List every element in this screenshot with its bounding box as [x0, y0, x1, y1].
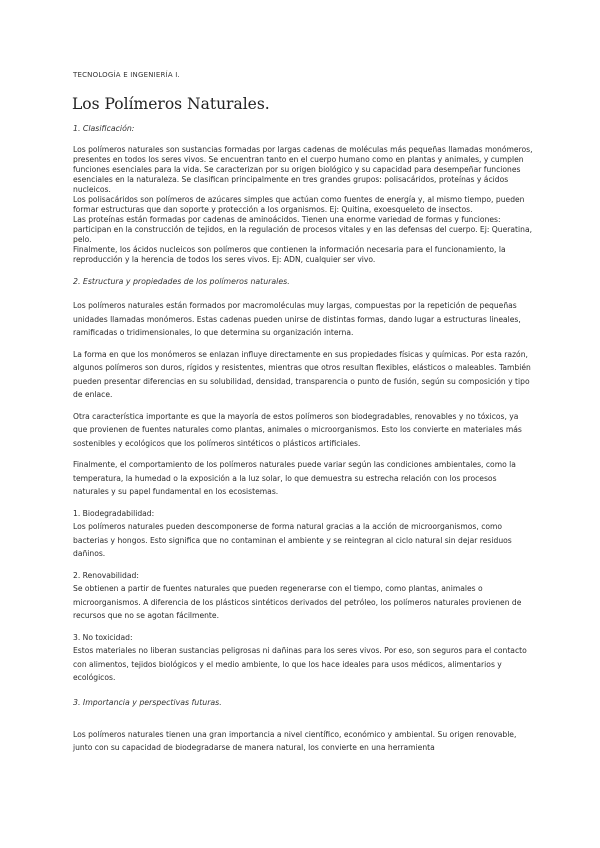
paragraph: Las proteínas están formadas por cadenas de aminoácidos. Tienen una enorme variedad de formas y funciones: participan en la construcción de tejidos, en la regulación de procesos vitales y en las defensas del cuerpo. Ej: Queratina, pelo.: [73, 215, 533, 244]
paragraph: Otra característica importante es que la mayoría de estos polímeros son biodegradables, renovables y no tóxicos, ya que provienen de fuentes naturales como plantas, animales o microorganismos. Esto los convierte en materiales más sostenibles y ecológicos que los polímeros sintéticos o plásticos artificiales.: [73, 411, 522, 448]
paragraph: Finalmente, el comportamiento de los polímeros naturales puede variar según las condiciones ambientales, como la temperatura, la humedad o la exposición a la luz solar, lo que demuestra su estrecha relación con los procesos naturales y su papel fundamental en los ecosistemas.: [73, 460, 516, 496]
section-heading-importance: 3. Importancia y perspectivas futuras.: [73, 697, 222, 707]
property-text: Se obtienen a partir de fuentes naturales que pueden regenerarse con el tiempo, como plantas, animales o microorganismos. A diferencia de los plásticos sintéticos derivados del petróleo, los polímeros naturales provienen de recursos que no se agotan fácilmente.: [73, 584, 522, 620]
paragraph: Los polímeros naturales tienen una gran importancia a nivel científico, económico y ambiental. Su origen renovable, junto con su capacidad de biodegradarse de manera natural, los convierte en una herramienta: [73, 729, 517, 752]
paragraph: Los polímeros naturales son sustancias formadas por largas cadenas de moléculas más pequeñas llamadas monómeros, presentes en todos los seres vivos. Se encuentran tanto en el cuerpo humano como en plantas y animales, y cumplen funciones esenciales para la vida. Se caracterizan por su origen biológico y su capacidad para desempeñar funciones esenciales en la naturaleza. Se clasifican principalmente en tres grandes grupos: polisacáridos, proteínas y ácidos nucleicos.: [73, 145, 533, 194]
property-label: 3. No toxicidad:: [73, 632, 133, 642]
property-text: Los polímeros naturales pueden descomponerse de forma natural gracias a la acción de microorganismos, como bacterias y hongos. Esto significa que no contaminan el ambiente y se reintegran al ciclo natural sin dejar residuos dañinos.: [73, 522, 512, 558]
document-body: [73, 124, 533, 755]
paragraph: Los polímeros naturales están formados por macromoléculas muy largas, compuestas por la repetición de pequeñas unidades llamadas monómeros. Estas cadenas pueden unirse de distintas formas, dando lugar a estructuras lineales, ramificadas o tridimensionales, lo que determina su organización interna.: [73, 301, 521, 337]
section-importance: [73, 720, 533, 755]
paragraph: Los polisacáridos son polímeros de azúcares simples que actúan como fuentes de energía y, al mismo tiempo, pueden formar estructuras que dan soporte y protección a los organismos. Ej: Quitina, exoesqueleto de insectos.: [73, 195, 525, 214]
section-structure: [73, 299, 533, 685]
page-title: Los Polímeros Naturales.: [72, 95, 270, 113]
paragraph: Finalmente, los ácidos nucleicos son polímeros que contienen la información necesaria para el funcionamiento, la reproducción y la herencia de todos los seres vivos. Ej: ADN, cualquier ser vivo.: [73, 245, 506, 264]
property-label: 1. Biodegradabilidad:: [73, 508, 155, 518]
section-classification: [73, 145, 533, 265]
property-label: 2. Renovabilidad:: [73, 570, 139, 580]
section-heading-classification: 1. Clasificación:: [73, 124, 135, 133]
document-header: TECNOLOGÍA E INGENIERÍA I.: [73, 71, 180, 79]
property-text: Estos materiales no liberan sustancias peligrosas ni dañinas para los seres vivos. Por eso, son seguros para el contacto con alimentos, tejidos biológicos y el medio ambiente, lo que los hace ideales para usos médicos, alimentarios y ecológicos.: [73, 646, 527, 682]
section-heading-structure: 2. Estructura y propiedades de los polímeros naturales.: [73, 277, 290, 286]
paragraph: La forma en que los monómeros se enlazan influye directamente en sus propiedades físicas y químicas. Por esta razón, algunos polímeros son duros, rígidos y resistentes, mientras que otros resultan flexibles, elásticos o maleables. También pueden presentar diferencias en su solubilidad, densidad, transparencia o punto de fusión, según su composición y tipo de enlace.: [73, 349, 531, 399]
